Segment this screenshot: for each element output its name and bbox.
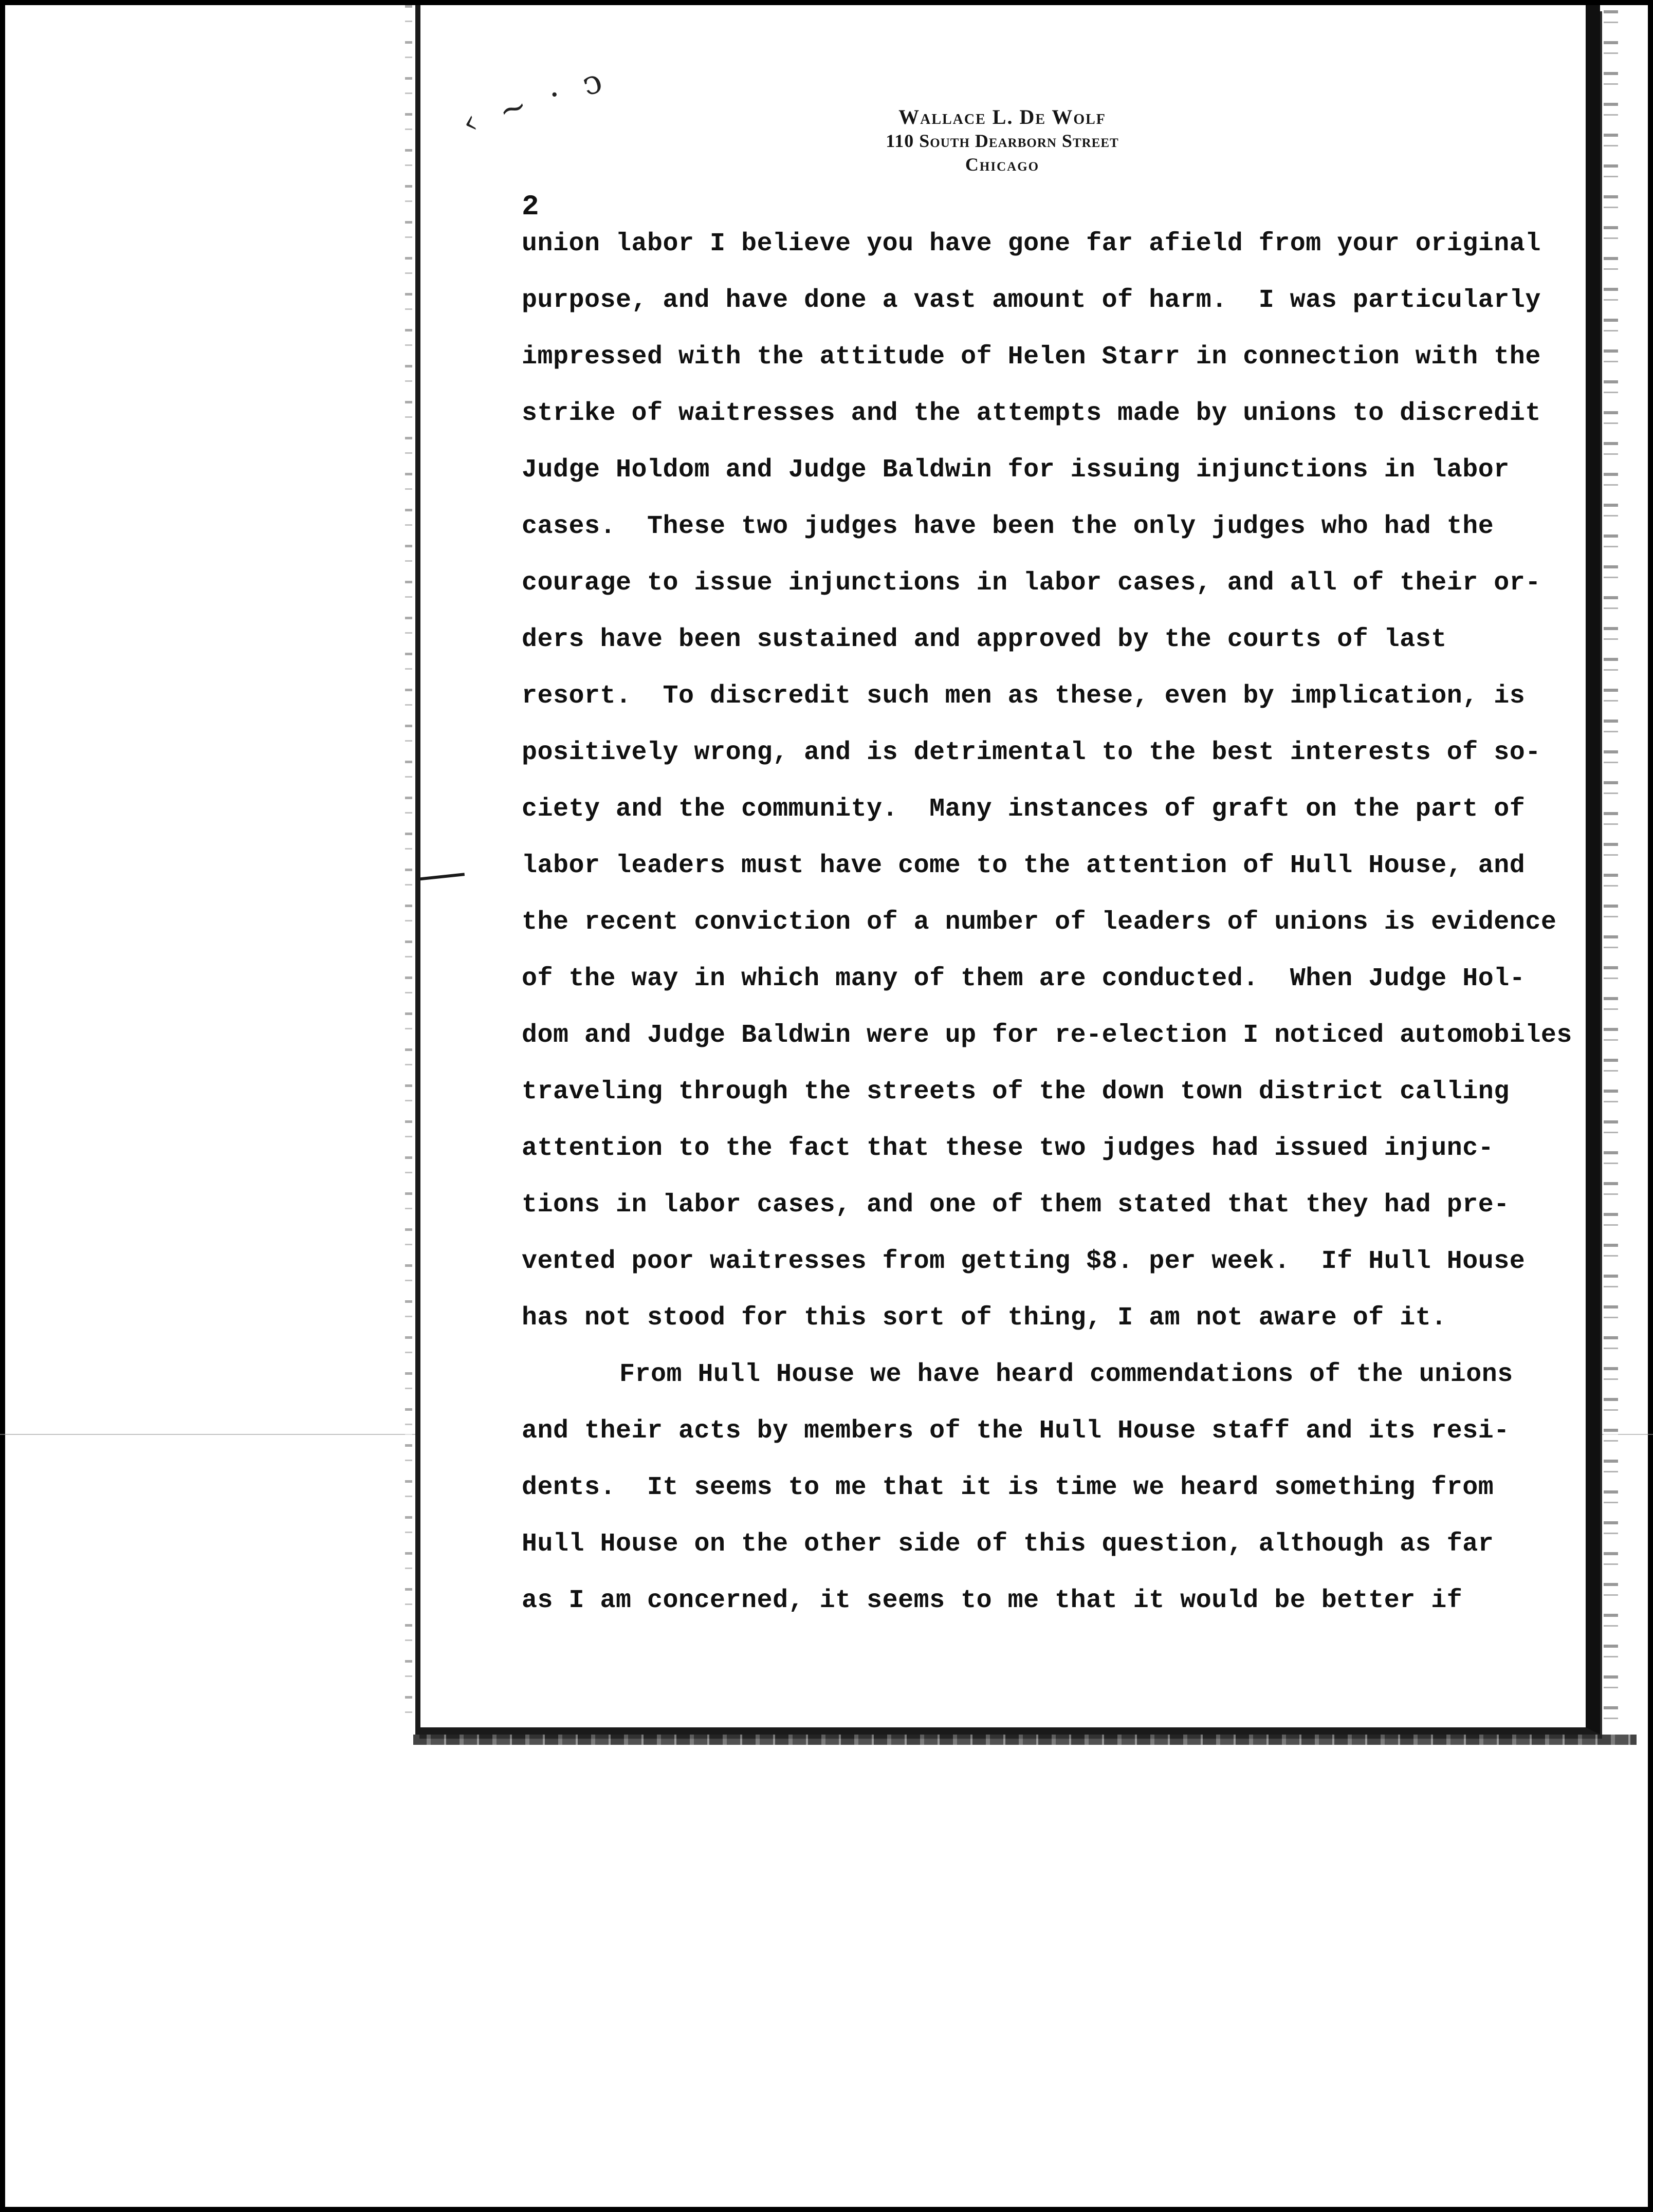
body-line: Hull House on the other side of this question, although as far	[522, 1529, 1494, 1559]
body-line: impressed with the attitude of Helen Starr in connection with the	[522, 342, 1541, 372]
body-line: From Hull House we have heard commendations of the unions	[619, 1360, 1513, 1389]
body-line: vented poor waitresses from getting $8. per week. If Hull House	[522, 1247, 1526, 1276]
body-line: of the way in which many of them are conducted. When Judge Hol-	[522, 964, 1526, 993]
body-line: has not stood for this sort of thing, I am not aware of it.	[522, 1303, 1447, 1333]
body-line: positively wrong, and is detrimental to the best interests of so-	[522, 738, 1541, 767]
body-line: Judge Holdom and Judge Baldwin for issuing injunctions in labor	[522, 455, 1510, 485]
body-line: tions in labor cases, and one of them stated that they had pre-	[522, 1190, 1510, 1220]
body-line: and their acts by members of the Hull House staff and its resi-	[522, 1416, 1510, 1446]
body-line: union labor I believe you have gone far afield from your original	[522, 229, 1541, 259]
body-line: cases. These two judges have been the only judges who had the	[522, 512, 1494, 541]
body-line: resort. To discredit such men as these, even by implication, is	[522, 681, 1526, 711]
body-line: courage to issue injunctions in labor cases, and all of their or-	[522, 568, 1541, 598]
pencil-mark: ‹ ~ · ↄ	[457, 60, 614, 143]
letter-body	[522, 224, 1596, 1637]
page-number: 2	[522, 190, 539, 223]
letterhead-name: Wallace L. De Wolf	[898, 105, 1106, 128]
body-line: traveling through the streets of the down town district calling	[522, 1077, 1510, 1107]
sheet-left-edge	[405, 5, 412, 1722]
body-line: labor leaders must have come to the attention of Hull House, and	[522, 851, 1526, 880]
body-line: the recent conviction of a number of leaders of unions is evidence	[522, 908, 1557, 937]
letterhead	[807, 105, 1198, 176]
body-line: attention to the fact that these two judges had issued injunc-	[522, 1134, 1494, 1163]
body-line: strike of waitresses and the attempts made by unions to discredit	[522, 399, 1541, 428]
body-line: as I am concerned, it seems to me that it would be better if	[522, 1586, 1463, 1615]
letterhead-street: 110 South Dearborn Street	[886, 131, 1119, 151]
letterhead-city: Chicago	[965, 154, 1040, 175]
sheet-right-edge	[1604, 10, 1618, 1722]
body-line: ders have been sustained and approved by the courts of last	[522, 625, 1447, 654]
body-line: purpose, and have done a vast amount of harm. I was particularly	[522, 286, 1541, 315]
body-line: dom and Judge Baldwin were up for re-election I noticed automobiles	[522, 1021, 1572, 1050]
body-line: dents. It seems to me that it is time we heard something from	[522, 1473, 1494, 1502]
body-line: ciety and the community. Many instances of graft on the part of	[522, 795, 1526, 824]
